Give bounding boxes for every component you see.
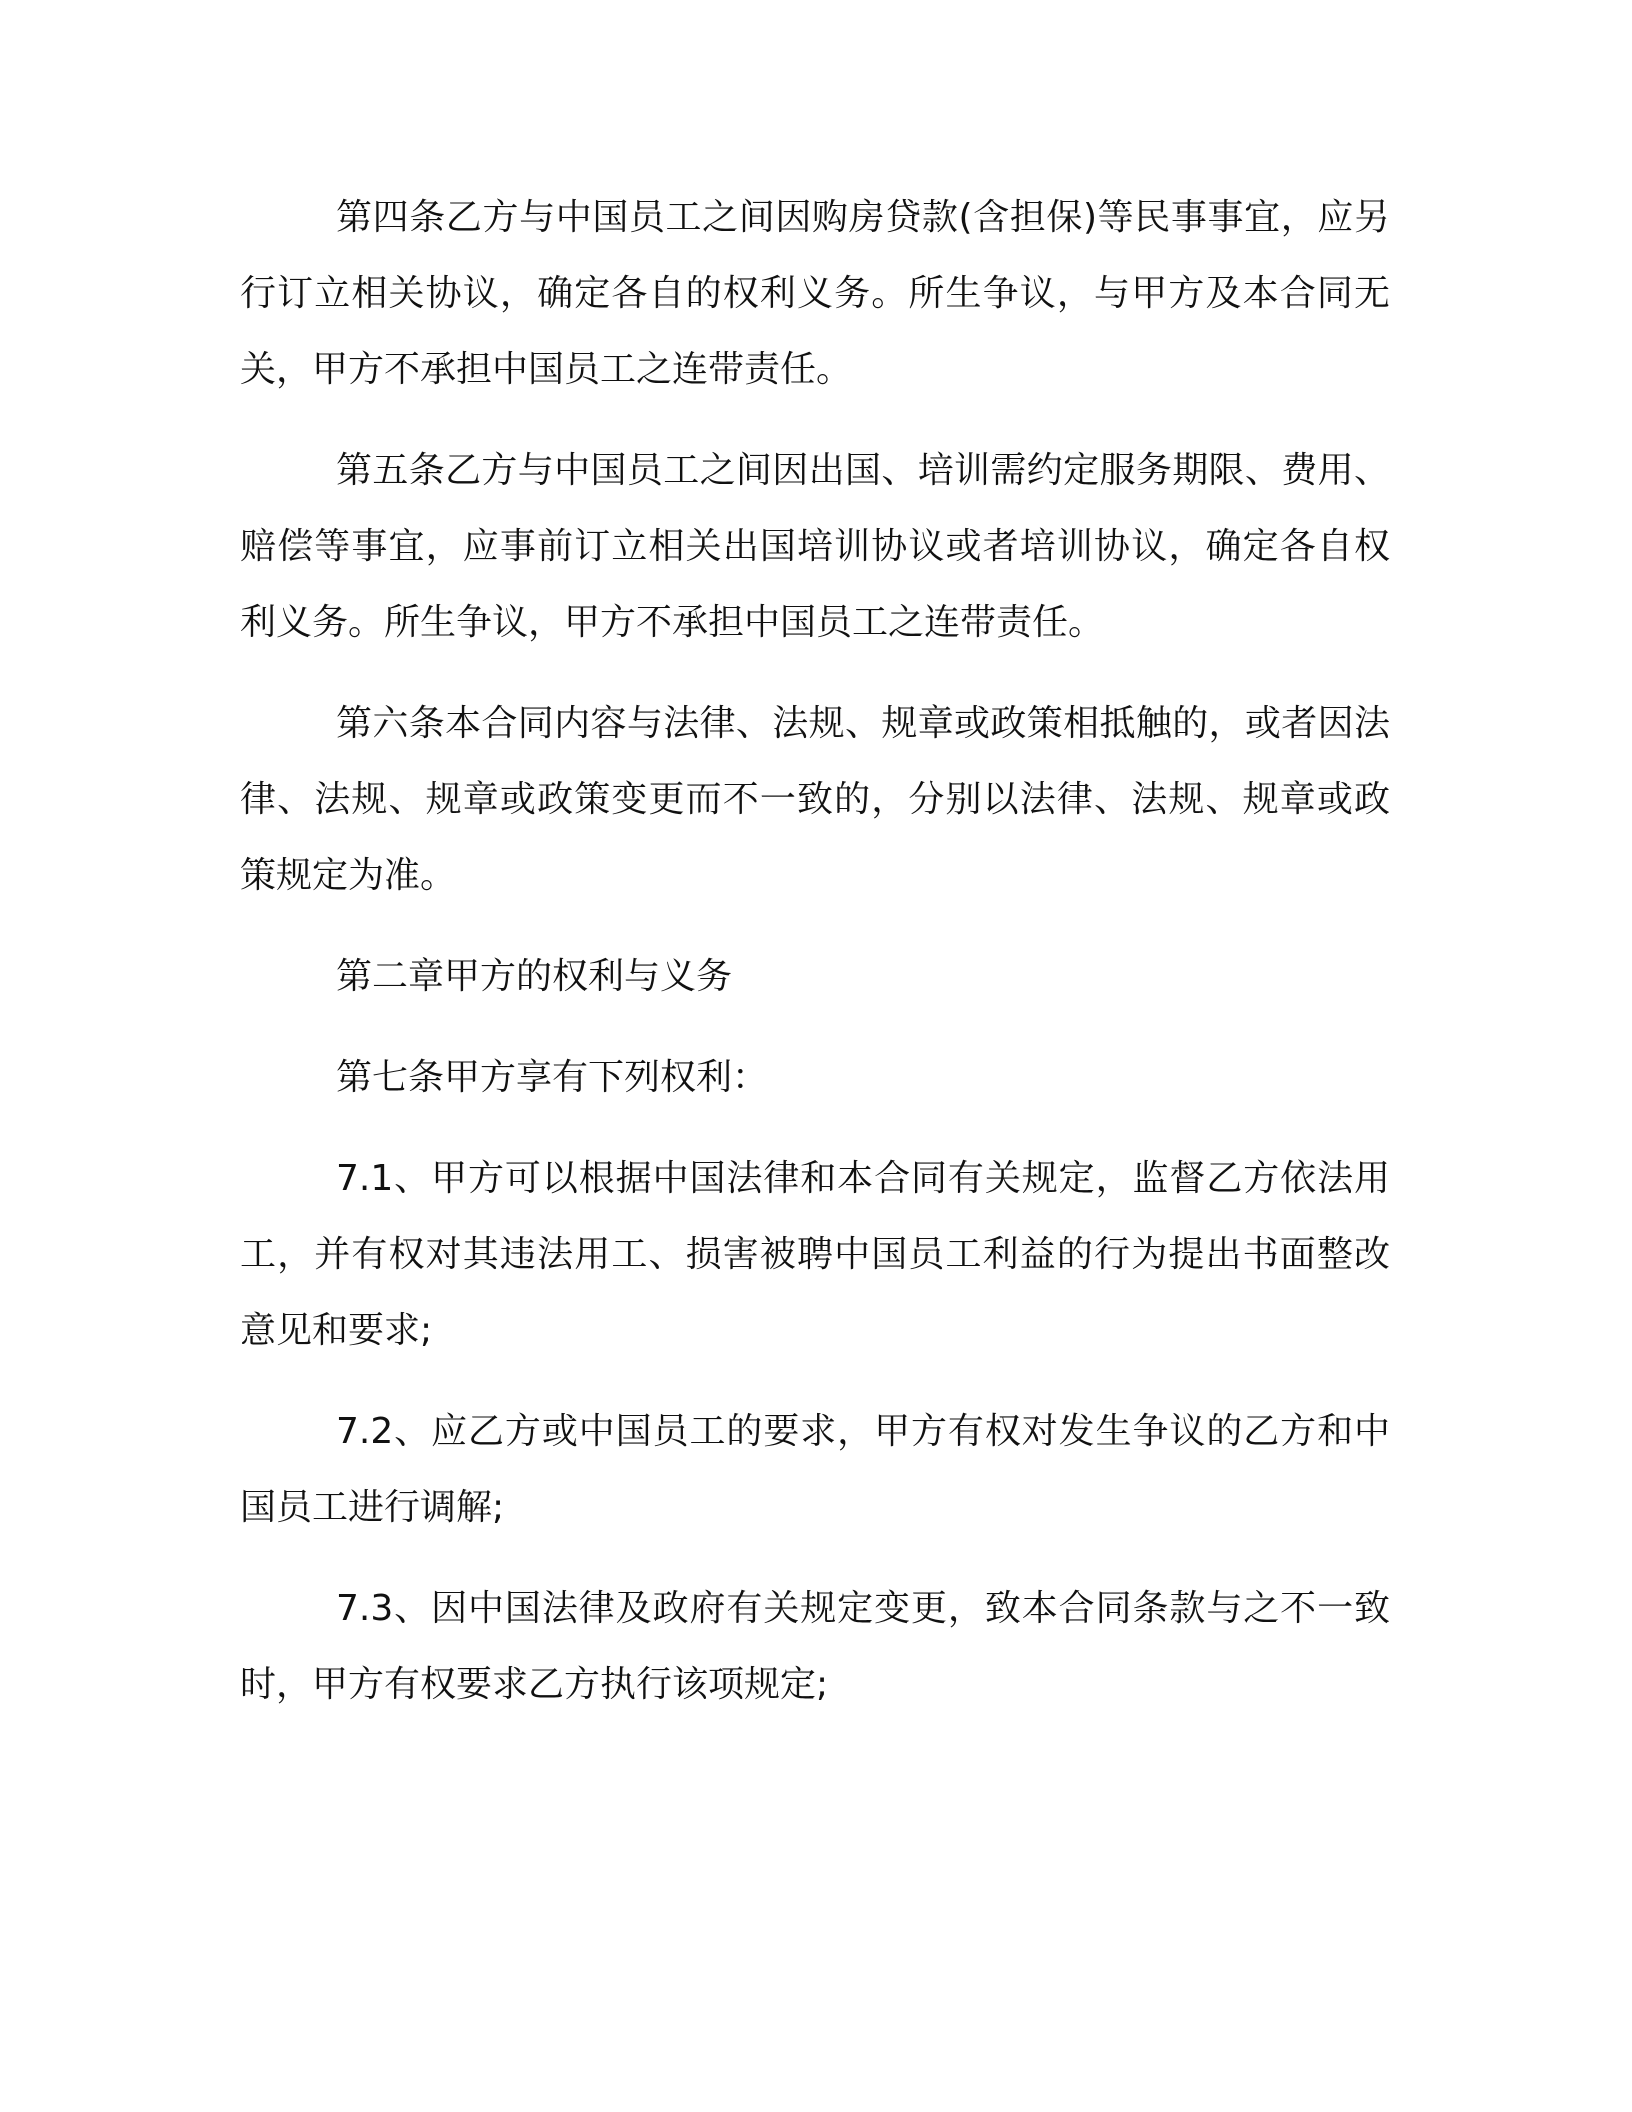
- article-5-paragraph: 第五条乙方与中国员工之间因出国、培训需约定服务期限、费用、赔偿等事宜，应事前订立相关出国培训协议或者培训协议，确定各自权利义务。所生争议，甲方不承担中国员工之连带责任。: [240, 450, 1390, 643]
- clause-7-2-paragraph: 7.2、应乙方或中国员工的要求，甲方有权对发生争议的乙方和中国员工进行调解;: [240, 1411, 1390, 1528]
- chapter-2-heading: 第二章甲方的权利与义务: [336, 956, 733, 997]
- document-body: [240, 180, 1390, 1723]
- article-6-paragraph: 第六条本合同内容与法律、法规、规章或政策相抵触的，或者因法律、法规、规章或政策变更而不一致的，分别以法律、法规、规章或政策规定为准。: [240, 703, 1390, 896]
- clause-7-3-paragraph: 7.3、因中国法律及政府有关规定变更，致本合同条款与之不一致时，甲方有权要求乙方执行该项规定;: [240, 1588, 1390, 1705]
- article-7-heading: 第七条甲方享有下列权利：: [336, 1057, 769, 1098]
- clause-7-1-paragraph: 7.1、甲方可以根据中国法律和本合同有关规定，监督乙方依法用工，并有权对其违法用工、损害被聘中国员工利益的行为提出书面整改意见和要求;: [240, 1158, 1390, 1351]
- article-4-paragraph: 第四条乙方与中国员工之间因购房贷款(含担保)等民事事宜，应另行订立相关协议，确定各自的权利义务。所生争议，与甲方及本合同无关，甲方不承担中国员工之连带责任。: [240, 197, 1390, 390]
